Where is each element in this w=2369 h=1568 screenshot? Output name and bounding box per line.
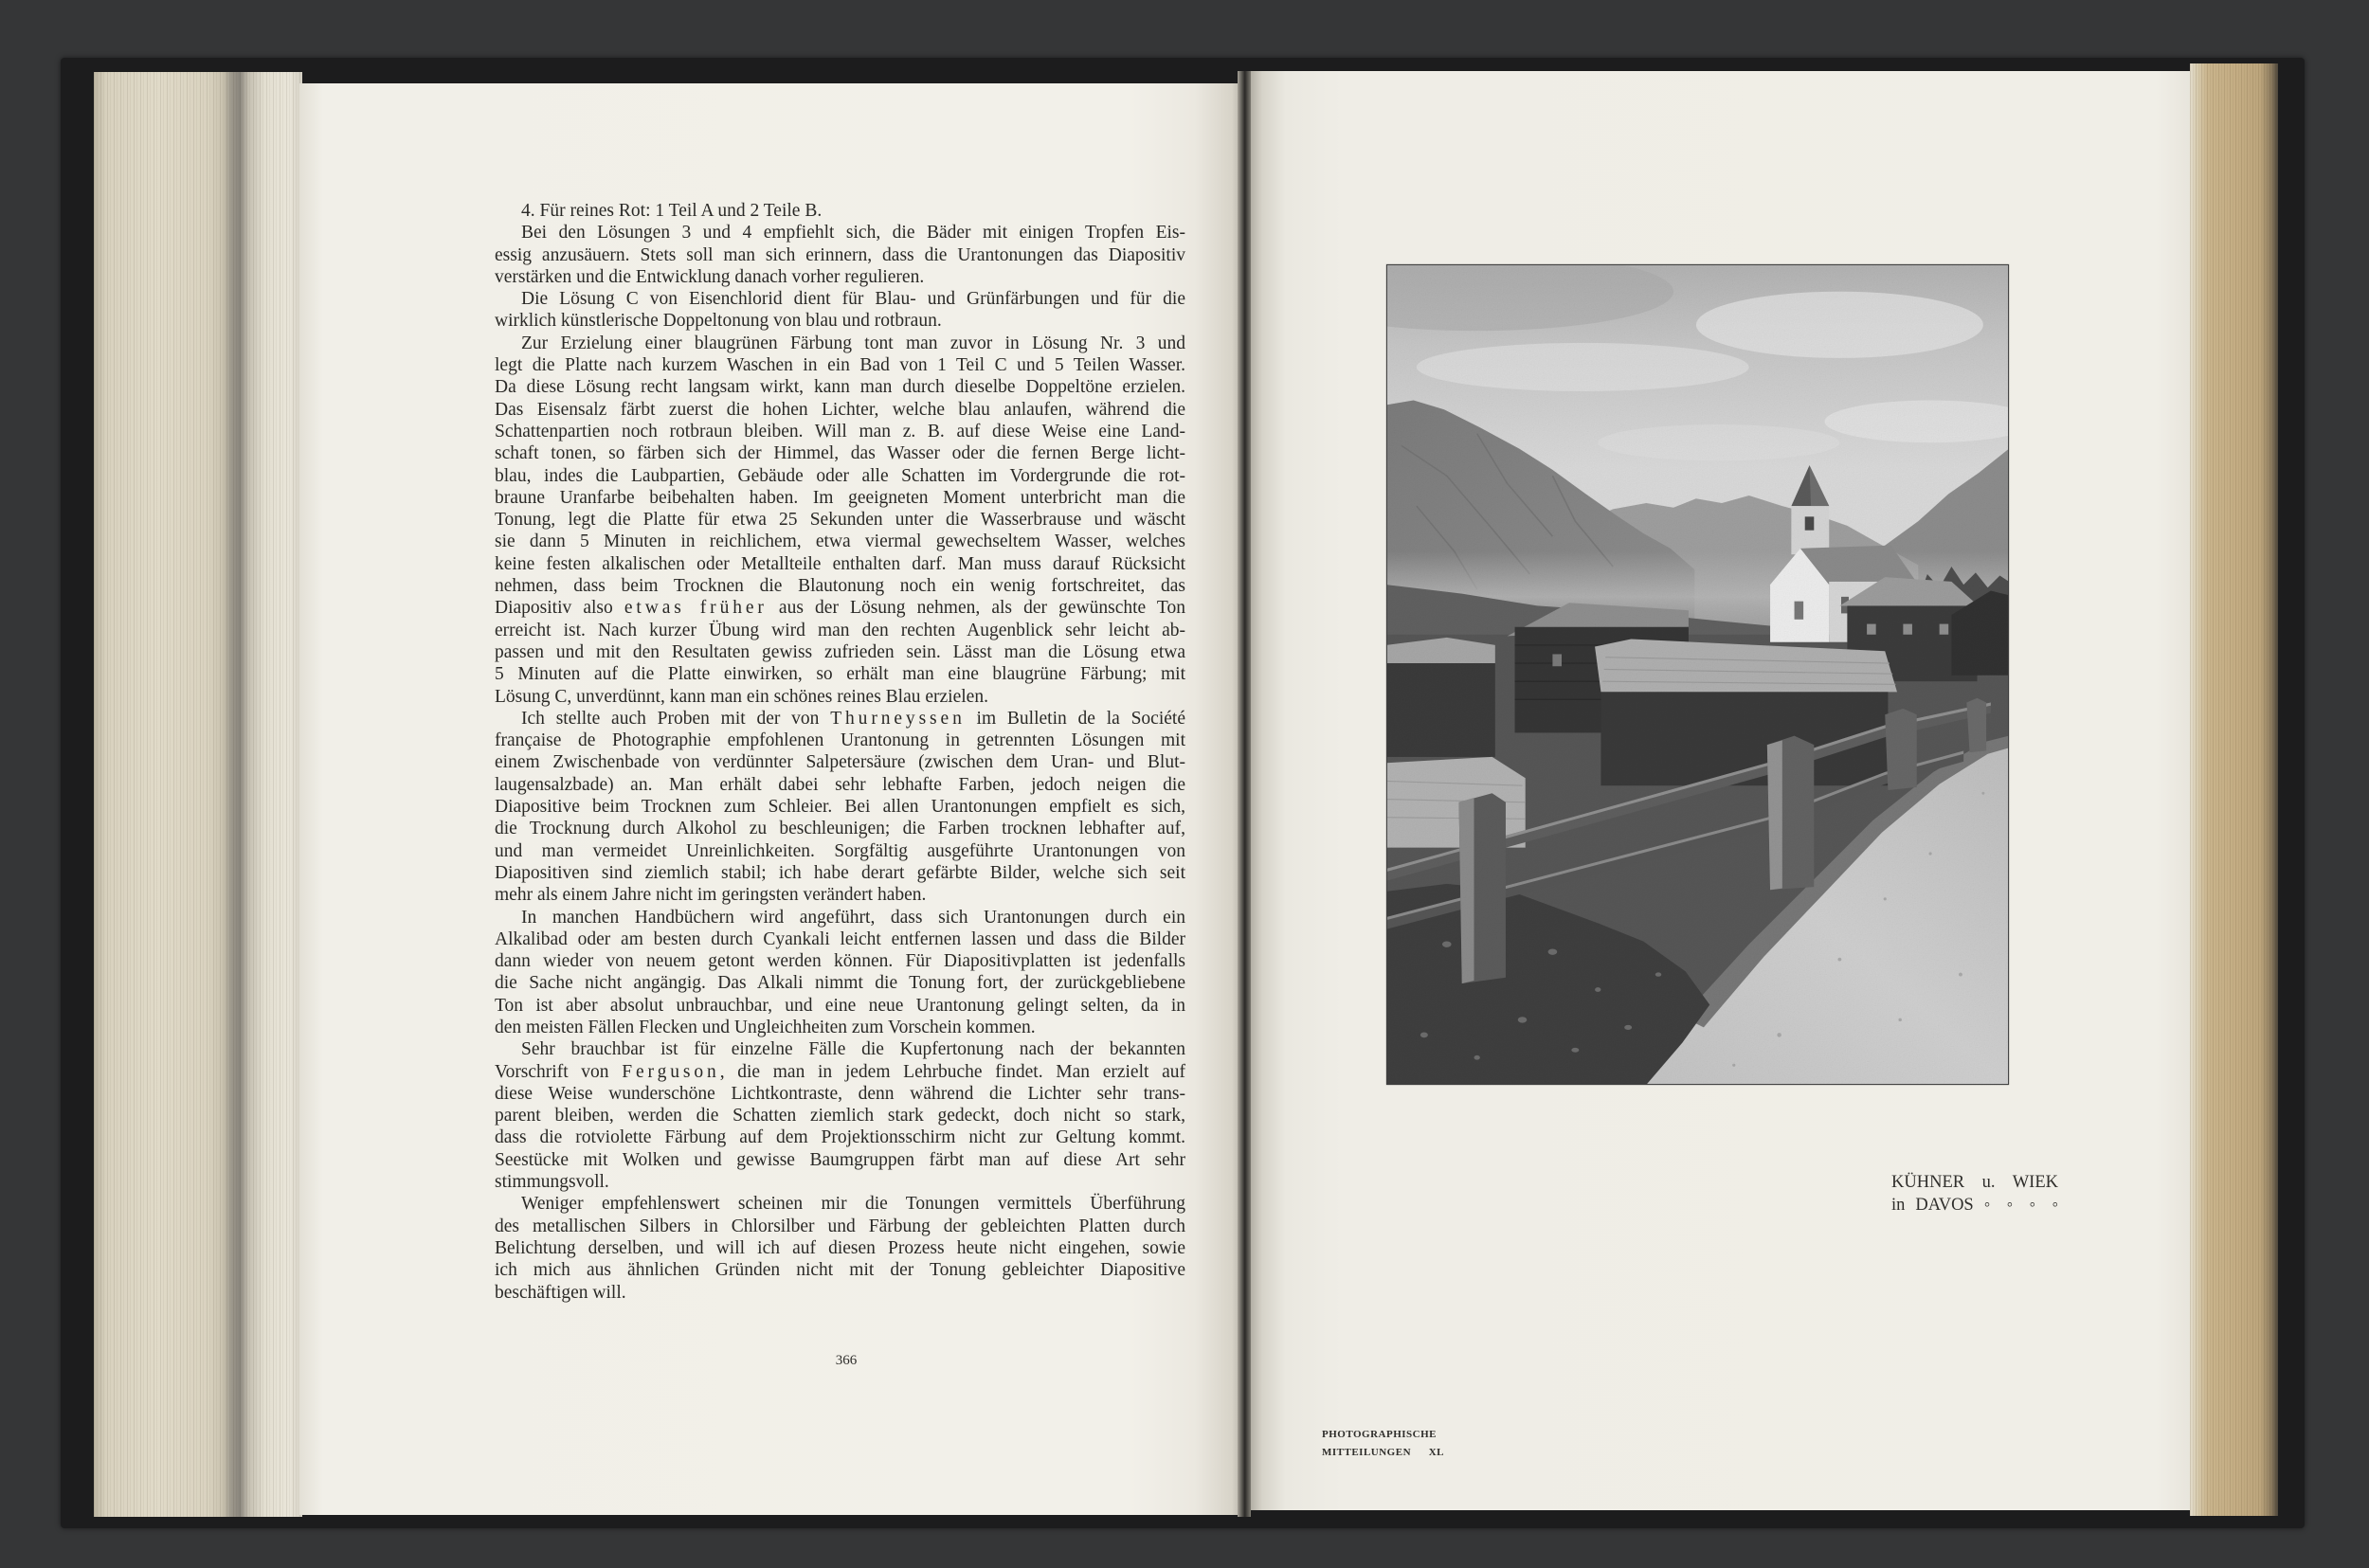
plate-photograph [1386, 264, 2009, 1085]
photographer-location: in DAVOS ◦ ◦ ◦ ◦ [1891, 1196, 2058, 1215]
text-line: schaft tonen, so färben sich der Himmel, das Wasser oder die fernen Berge licht- [495, 443, 1185, 464]
photograph-image [1386, 264, 2009, 1085]
journal-volume: MITTEILUNGEN XL [1322, 1447, 1444, 1458]
text-line: ich mich aus ähnlichen Gründen nicht mit der Tonung gebleichter Diapositive [495, 1260, 1185, 1281]
text-line: braune Uranfarbe beibehalten haben. Im geeigneten Moment unterbricht man die [495, 487, 1185, 508]
text-line: Zur Erzielung einer blaugrünen Färbung tont man zuvor in Lösung Nr. 3 und [521, 333, 1185, 353]
text-line: diese Weise wunderschöne Lichtkontraste, denn während die Lichter sehr trans- [495, 1083, 1185, 1104]
right-page-edges [2190, 63, 2278, 1516]
text-line: mehr als einem Jahre nicht im geringsten verändert haben. [495, 885, 927, 906]
spaced-emphasis: Ferguson [622, 1061, 720, 1082]
text-line: In manchen Handbüchern wird angeführt, dass sich Urantonungen durch ein [521, 907, 1185, 928]
text-line: Schattenpartien noch rotbraun bleiben. Will man z. B. auf diese Weise eine Land- [495, 421, 1185, 442]
text-line: dann wieder von neuem getont werden können. Für Diapositivplatten ist jedenfalls [495, 951, 1185, 972]
text-line: Bei den Lösungen 3 und 4 empfiehlt sich, die Bäder mit einigen Tropfen Eis- [521, 223, 1185, 243]
body-text [495, 200, 1185, 1304]
text-line: Seestücke mit Wolken und gewisse Baumgruppen färbt man auf diese Art sehr [495, 1149, 1185, 1170]
left-page-edges [94, 72, 302, 1517]
text-line: stimmungsvoll. [495, 1172, 609, 1193]
plate-credit [1891, 1171, 2058, 1217]
text-line: und man vermeidet Unreinlichkeiten. Sorgfältig ausgeführte Urantonungen von [495, 840, 1185, 861]
text-segment: Vorschrift von [495, 1061, 623, 1082]
text-segment: Diapositiv also [495, 598, 624, 619]
text-segment: Ich stellte auch Proben mit der von [521, 708, 831, 729]
text-line: laugensalzbade) an. Man erhält dabei sehr lebhafte Farben, jedoch neigen die [495, 774, 1185, 795]
film-grain [1386, 264, 2009, 1085]
text-line: wirklich künstlerische Doppeltonung von blau und rotbraun. [495, 311, 942, 332]
text-segment: im Bulletin de la Société [965, 708, 1185, 729]
text-line: Lösung C, unverdünnt, kann man ein schönes reines Blau erzielen. [495, 686, 988, 707]
text-line: Belichtung derselben, und will ich auf diesen Prozess heute nicht eingehen, sowie [495, 1237, 1185, 1258]
text-line: Diapositive beim Trocknen zum Schleier. Bei allen Urantonungen empfielt es sich, [495, 797, 1185, 818]
text-line: legt die Platte nach kurzem Waschen in ein Bad von 1 Teil C und 5 Teilen Wasser. [495, 355, 1185, 376]
text-line: française de Photographie empfohlenen Urantonung in getrennten Lösungen mit [495, 730, 1185, 751]
text-segment: aus der Lösung nehmen, als der gewünschte Ton [767, 598, 1185, 619]
text-line: Weniger empfehlenswert scheinen mir die Tonungen vermittels Überführung [521, 1194, 1185, 1215]
text-line: Ton ist aber absolut unbrauchbar, und eine neue Urantonung gelingt selten, da in [495, 995, 1185, 1016]
text-line: 4. Für reines Rot: 1 Teil A und 2 Teile B. [521, 201, 823, 221]
photographer-name: KÜHNER u. WIEK [1891, 1173, 2058, 1192]
text-line [495, 597, 1185, 619]
text-line: beschäftigen will. [495, 1282, 626, 1303]
text-line: die Trocknung durch Alkohol zu beschleunigen; die Farben trocknen lebhafter auf, [495, 819, 1185, 839]
text-line: essig anzusäuern. Stets soll man sich erinnern, dass die Urantonungen das Diapositiv [495, 244, 1185, 265]
journal-title: PHOTOGRAPHISCHE [1322, 1429, 1437, 1440]
text-line: parent bleiben, werden die Schatten ziemlich stark gedeckt, doch nicht so stark, [495, 1106, 1185, 1126]
text-line: blau, indes die Laubpartien, Gebäude oder alle Schatten im Vordergrunde die rot- [495, 465, 1185, 486]
text-line: verstärken und die Entwicklung danach vorher regulieren. [495, 266, 925, 287]
text-segment: , die man in jedem Lehrbuche findet. Man erzielt auf [719, 1061, 1185, 1082]
journal-mark [1322, 1426, 1444, 1462]
text-line: dass die rotviolette Färbung auf dem Projektionsschirm nicht zur Geltung kommt. [495, 1127, 1185, 1148]
text-line: Tonung, legt die Platte für etwa 25 Sekunden unter die Wasserbrause und wäscht [495, 510, 1185, 531]
text-line: Die Lösung C von Eisenchlorid dient für Blau- und Grünfärbungen und für die [521, 289, 1185, 310]
text-line: nehmen, dass beim Trocknen die Blautonung noch ein wenig fortschreitet, das [495, 576, 1185, 597]
book-gutter [1238, 71, 1251, 1517]
text-line [495, 708, 1185, 730]
text-line: Sehr brauchbar ist für einzelne Fälle die Kupfertonung nach der bekannten [521, 1039, 1185, 1060]
text-line: 5 Minuten auf die Platte einwirken, so erhält man eine blaugrüne Färbung; mit [495, 664, 1185, 685]
text-line: erreicht ist. Nach kurzer Übung wird man den rechten Augenblick sehr leicht ab- [495, 620, 1185, 640]
text-line [495, 1061, 1185, 1083]
spaced-emphasis: Thurneyssen [830, 708, 966, 729]
text-line: keine festen alkalischen oder Metallteile enthalten darf. Man muss darauf Rücksicht [495, 553, 1185, 574]
text-line: einem Zwischenbade von verdünnter Salpetersäure (zwischen dem Uran- und Blut- [495, 752, 1185, 773]
text-line: passen und mit den Resultaten gewiss zufrieden sein. Lässt man die Lösung etwa [495, 641, 1185, 662]
text-line: Da diese Lösung recht langsam wirkt, kann man durch dieselbe Doppeltöne erzielen. [495, 377, 1185, 398]
text-line: Alkalibad oder am besten durch Cyankali leicht entfernen lassen und dass die Bilder [495, 928, 1185, 949]
text-line: Diapositiven sind ziemlich stabil; ich habe derart gefärbte Bilder, welche sich seit [495, 862, 1185, 883]
text-line: die Sache nicht angängig. Das Alkali nimmt die Tonung fort, der zurückgebliebene [495, 973, 1185, 994]
text-line: den meisten Fällen Flecken und Ungleichheiten zum Vorschein kommen. [495, 1017, 1036, 1037]
spaced-emphasis: etwas früher [624, 598, 768, 619]
text-line: Das Eisensalz färbt zuerst die hohen Lichter, welche blau anlaufen, während die [495, 399, 1185, 420]
page-number: 366 [835, 1353, 858, 1368]
text-line: des metallischen Silbers in Chlorsilber und Färbung der gebleichten Platten durch [495, 1216, 1185, 1236]
text-line: sie dann 5 Minuten in reichlichem, etwa viermal gewechseltem Wasser, welches [495, 532, 1185, 552]
